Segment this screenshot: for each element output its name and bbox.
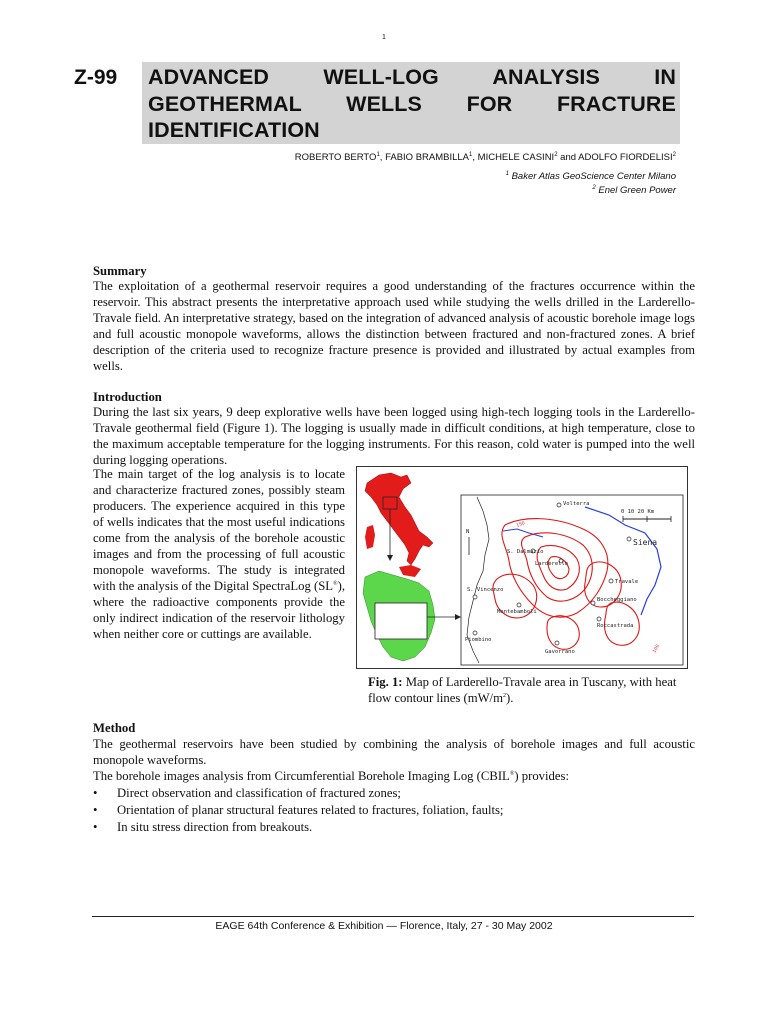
method-paragraph-1: The geothermal reservoirs have been studied by combining the analysis of borehole images and full acoustic monopole waveforms. [93, 737, 695, 767]
author-name: , MICHELE CASINI [472, 152, 555, 163]
affiliation-1 [506, 171, 676, 182]
affiliation-text: Enel Green Power [595, 185, 676, 196]
map-label-scale: 0 10 20 Km [621, 509, 655, 515]
town-marker [627, 537, 631, 541]
figure-caption [368, 674, 694, 706]
paragraph-text: ), where the radioactive components provide the only indirect indication of the reservoir lithology when neither core or cuttings are available. [93, 579, 345, 641]
paper-id: Z-99 [74, 66, 118, 89]
introduction-heading: Introduction [93, 390, 162, 404]
footer-text: EAGE 64th Conference & Exhibition — Florence, Italy, 27 - 30 May 2002 [215, 920, 553, 932]
map-label-larderello: Larderello [535, 561, 569, 567]
map-label-gavorrano: Gavorrano [545, 649, 575, 655]
author-name: , FABIO BRAMBILLA [379, 152, 470, 163]
inset-frame-tuscany [375, 603, 427, 639]
bullet-text: Direct observation and classification of fractured zones; [117, 786, 401, 800]
method-heading: Method [93, 721, 136, 735]
bullet-marker: • [93, 803, 98, 817]
contour-label: 150 [515, 521, 526, 529]
author-affiliation-mark: 2 [672, 151, 676, 158]
paragraph-text: ) provides: [514, 769, 569, 783]
bullet-marker: • [93, 786, 98, 800]
bullet-text: In situ stress direction from breakouts. [117, 820, 313, 834]
map-label-north: N [466, 529, 470, 535]
introduction-side-paragraph [93, 466, 345, 642]
map-label-s-vincenzo: S. Vincenzo [467, 587, 504, 593]
map-label-roccastrada: Roccastrada [597, 623, 634, 629]
bullet-item [93, 802, 695, 818]
footer-divider [92, 916, 694, 917]
map-label-travale: Travale [615, 579, 639, 585]
town-marker [473, 595, 477, 599]
arrow-head [387, 555, 393, 561]
page-number: 1 [382, 34, 386, 41]
arrow-head [455, 614, 461, 620]
figure-caption-end: ). [505, 691, 514, 705]
author-list [295, 152, 676, 163]
town-marker [555, 641, 559, 645]
author-name: and ADOLFO FIORDELISI [557, 152, 673, 163]
registered-mark: ® [509, 770, 515, 777]
method-paragraph-2 [93, 768, 695, 784]
contour-label: 100 [652, 644, 662, 654]
superscript: 2 [502, 692, 506, 699]
summary-paragraph: The exploitation of a geothermal reservoir requires a good understanding of the fractures occurrence within the reservoir. This abstract presents the interpretative approach used while studying the wells drilled in the Larderello-Travale field. An interpretative strategy, based on the integration of advanced analysis of acoustic borehole image logs and full acoustic monopole waveforms, allows the distinction between fractured and non-fractured zones. A brief description of the criteria used to recognize fracture presence is provided and illustrated by actual examples from wells. [93, 279, 695, 373]
figure-caption-text: Map of Larderello-Travale area in Tuscany, with heat flow contour lines (mW/m [368, 675, 677, 705]
map-label-piombino: Piombino [465, 637, 492, 643]
author-name: ROBERTO BERTO [294, 152, 377, 163]
bullet-item [93, 819, 695, 835]
map-label-san-dalmazio: S. Dalmazio [507, 549, 544, 555]
method-paragraph [93, 736, 695, 784]
map-label-siena: Siena [633, 538, 658, 547]
town-marker [591, 601, 595, 605]
author-affiliation-mark: 2 [554, 151, 558, 158]
town-marker [597, 617, 601, 621]
map-label-volterra: Volterra [563, 501, 590, 507]
introduction-paragraph: During the last six years, 9 deep explorative wells have been logged using high-tech logging tools in the Larderello-Travale geothermal field (Figure 1). The logging is usually made in difficult conditions, at high temperature, close to the maximum acceptable temperature for the logging instruments. For this reason, cold water is pumped into the well during logging operations. [93, 405, 695, 467]
town-marker [473, 631, 477, 635]
sicily-shape [399, 565, 421, 577]
paragraph-text: The borehole images analysis from Circumferential Borehole Imaging Log (CBIL [93, 769, 510, 783]
paragraph-text: The main target of the log analysis is to locate and characterize fractured zones, possibly steam producers. The experience acquired in this type of wells indicates that the most useful indications come from the analysis of the borehole acoustic images and from the processing of full acoustic monopole waveforms. The study is integrated with the analysis of the Digital SpectraLog (SL [93, 467, 345, 593]
map-illustration [357, 467, 687, 668]
map-label-boccheggiano: Boccheggiano [597, 597, 637, 603]
author-affiliation-mark: 1 [469, 151, 473, 158]
figure-caption-label: Fig. 1: [368, 675, 403, 689]
paper-title: ADVANCED WELL-LOG ANALYSIS IN GEOTHERMAL WELLS FOR FRACTURE IDENTIFICATION [148, 65, 676, 142]
summary-heading: Summary [93, 264, 147, 278]
bullet-item [93, 785, 695, 801]
affiliation-text: Baker Atlas GeoScience Center Milano [508, 171, 676, 182]
detail-map-frame [461, 495, 683, 665]
figure-map [356, 466, 688, 669]
italy-map-shape [365, 473, 433, 565]
affiliation-mark: 2 [592, 184, 596, 191]
registered-mark: ® [333, 580, 338, 587]
bullet-marker: • [93, 820, 98, 834]
town-marker [609, 579, 613, 583]
sardinia-shape [365, 525, 375, 549]
map-label-montebamboli: Montebamboli [497, 609, 537, 615]
bullet-text: Orientation of planar structural features related to fractures, foliation, faults; [117, 803, 504, 817]
affiliation-2 [592, 185, 676, 196]
town-marker [557, 503, 561, 507]
author-affiliation-mark: 1 [376, 151, 380, 158]
affiliation-mark: 1 [505, 170, 509, 177]
town-marker [517, 603, 521, 607]
